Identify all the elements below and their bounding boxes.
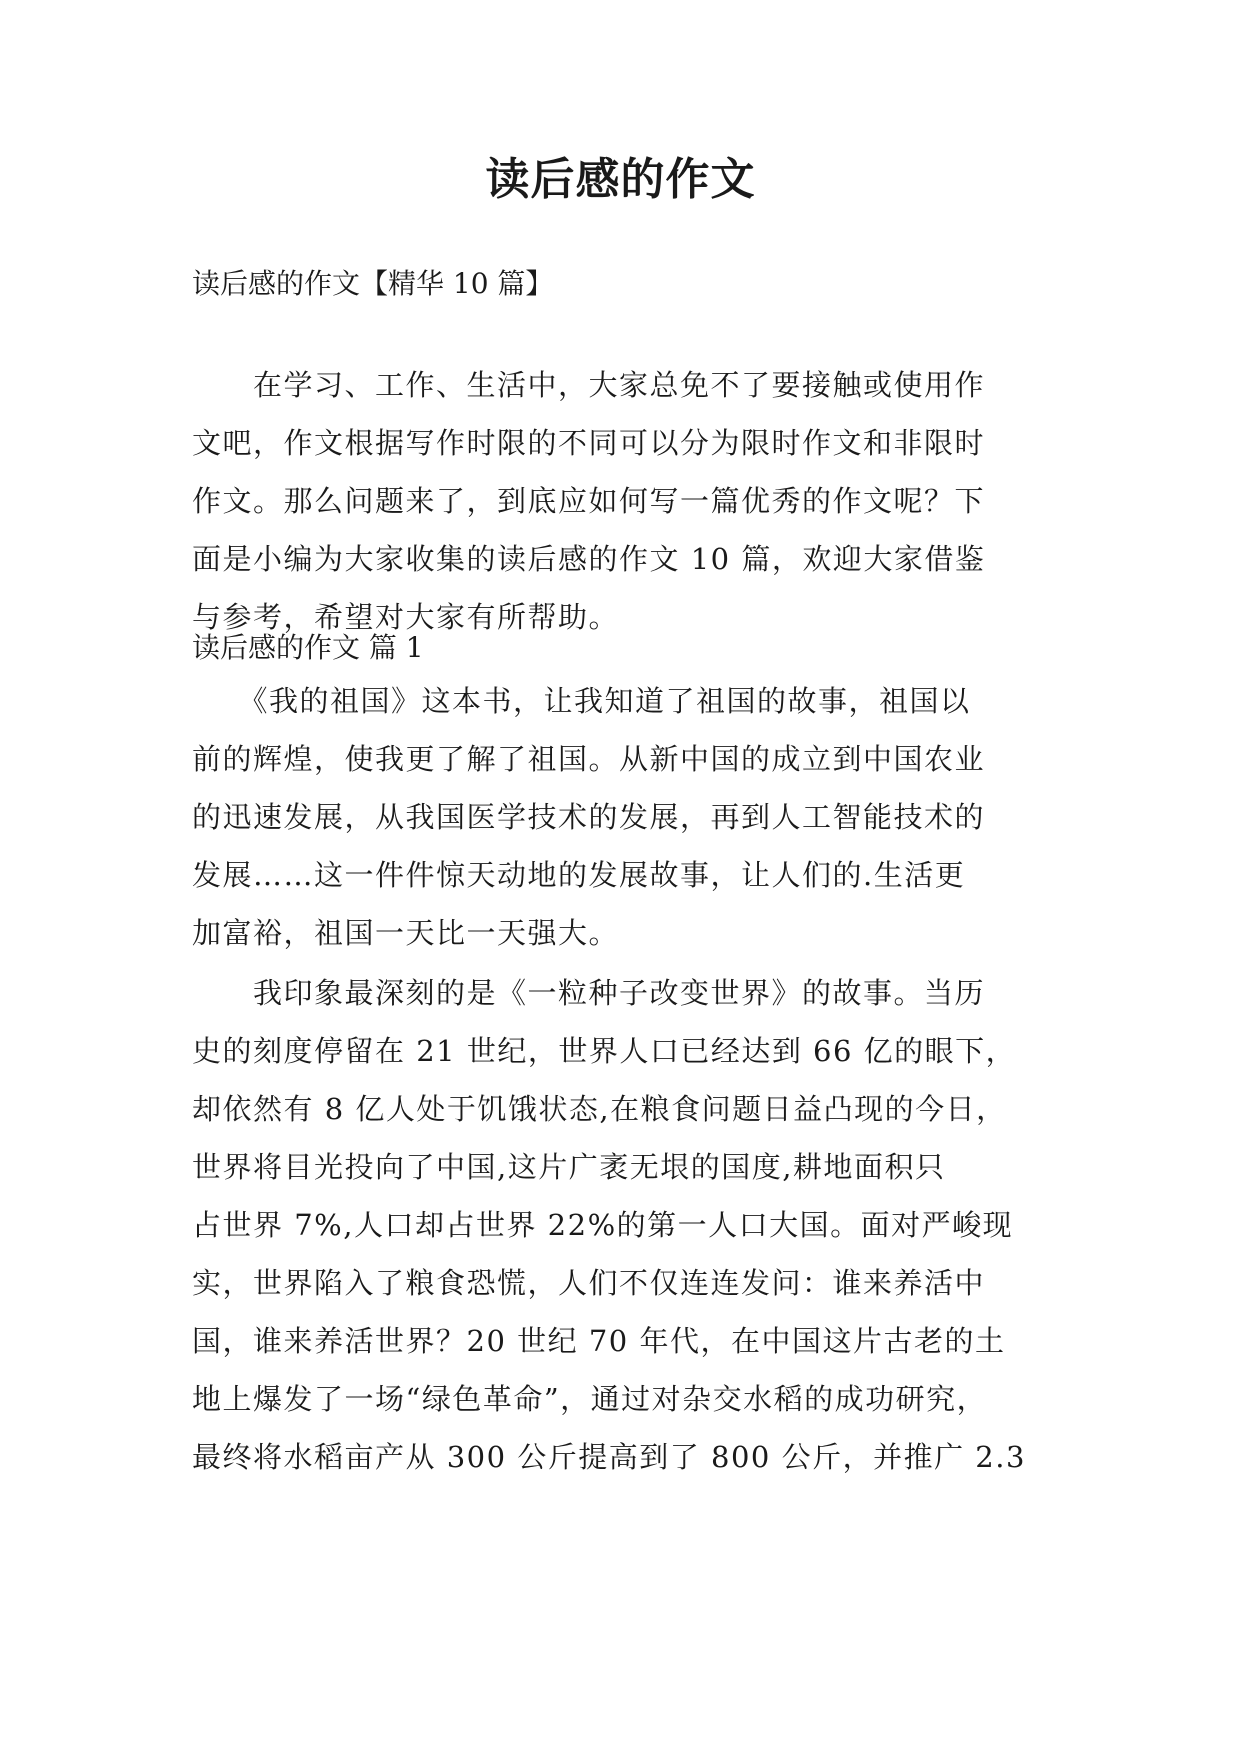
paragraph-line: 实，世界陷入了粮食恐慌，人们不仅连连发问：谁来养活中 — [192, 1266, 986, 1300]
paragraph-line: 却依然有 8 亿人处于饥饿状态,在粮食问题日益凸现的今日， — [192, 1092, 1007, 1126]
intro-line: 在学习、工作、生活中，大家总免不了要接触或使用作 — [192, 368, 986, 402]
paragraph-2 — [192, 964, 1072, 1486]
paragraph-line: 地上爆发了一场“绿色革命”，通过对杂交水稻的成功研究， — [192, 1382, 988, 1416]
paragraph-line: 我印象最深刻的是《一粒种子改变世界》的故事。当历 — [192, 976, 986, 1010]
paragraph-line: 前的辉煌，使我更了解了祖国。从新中国的成立到中国农业 — [192, 742, 986, 776]
paragraph-line: 最终将水稻亩产从 300 公斤提高到了 800 公斤，并推广 2.3 — [192, 1440, 1026, 1474]
paragraph-line: 世界将目光投向了中国,这片广袤无垠的国度,耕地面积只 — [192, 1150, 946, 1184]
intro-line: 面是小编为大家收集的读后感的作文 10 篇，欢迎大家借鉴 — [192, 542, 986, 576]
paragraph-line: 《我的祖国》这本书，让我知道了祖国的故事，祖国以 — [192, 684, 971, 718]
intro-line: 文吧，作文根据写作时限的不同可以分为限时作文和非限时 — [192, 426, 986, 460]
intro-paragraph — [192, 356, 1072, 646]
intro-line: 作文。那么问题来了，到底应如何写一篇优秀的作文呢？下 — [192, 484, 986, 518]
paragraph-line: 史的刻度停留在 21 世纪，世界人口已经达到 66 亿的眼下， — [192, 1034, 1017, 1068]
document-subtitle: 读后感的作文【精华 10 篇】 — [192, 267, 554, 300]
paragraph-line: 的迅速发展，从我国医学技术的发展，再到人工智能技术的 — [192, 800, 986, 834]
paragraph-line: 占世界 7%,人口却占世界 22%的第一人口大国。面对严峻现 — [192, 1208, 1014, 1242]
paragraph-line: 加富裕，祖国一天比一天强大。 — [192, 916, 620, 950]
section-heading: 读后感的作文 篇 1 — [192, 631, 424, 664]
paragraph-1 — [192, 672, 1072, 962]
intro-line: 与参考，希望对大家有所帮助。 — [192, 600, 620, 634]
paragraph-line: 发展……这一件件惊天动地的发展故事，让人们的.生活更 — [192, 858, 966, 892]
paragraph-line: 国，谁来养活世界？20 世纪 70 年代，在中国这片古老的土 — [192, 1324, 1006, 1358]
document-title: 读后感的作文 — [485, 154, 756, 205]
